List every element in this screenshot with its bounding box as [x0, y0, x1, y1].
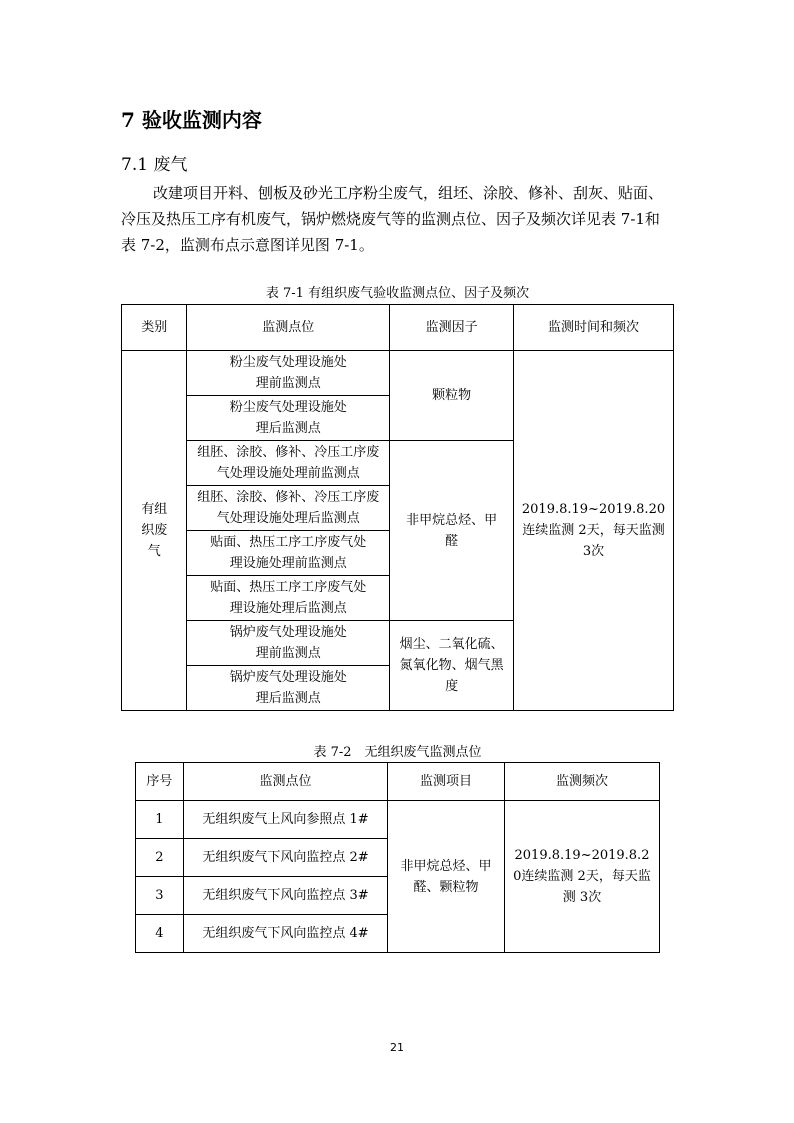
point-cell: 无组织废气上风向参照点 1#	[183, 801, 387, 839]
point-text: 组胚、涂胶、修补、冷压工序废气处理设施处理后监测点	[197, 490, 380, 526]
page-number: 21	[390, 1041, 404, 1054]
factor-cell: 颗粒物	[390, 351, 514, 441]
factor-text: 非甲烷总烃、甲醛	[406, 512, 498, 549]
factor-text: 烟尘、二氧化硫、氮氧化物、烟气黑度	[399, 637, 504, 694]
table2	[135, 762, 660, 953]
point-text: 锅炉废气处理设施处理后监测点	[229, 670, 347, 706]
point-cell: 无组织废气下风向监控点 4#	[183, 915, 387, 953]
point-text: 锅炉废气处理设施处理前监测点	[229, 625, 347, 661]
category-text: 有组织废气	[141, 502, 168, 559]
table-row	[122, 351, 674, 396]
time-text: 2019.8.19~2019.8.20连续监测 2天，每天监测 3次	[521, 502, 666, 559]
point-cell	[187, 531, 390, 576]
point-cell	[187, 576, 390, 621]
point-text: 组胚、涂胶、修补、冷压工序废气处理设施处理前监测点	[197, 445, 380, 481]
factor-cell	[390, 441, 514, 621]
subsection-heading: 7.1 废气	[121, 155, 188, 175]
row-number: 2	[136, 839, 184, 877]
table-header-row	[122, 305, 674, 351]
factor-cell	[390, 621, 514, 711]
point-cell	[187, 486, 390, 531]
table2-caption: 表 7-2 无组织废气监测点位	[313, 745, 482, 760]
table-header-row	[136, 763, 660, 801]
row-number: 4	[136, 915, 184, 953]
header-cell: 监测频次	[505, 763, 660, 801]
time-cell	[514, 351, 674, 711]
section-heading: 7 验收监测内容	[121, 108, 262, 132]
point-cell	[187, 351, 390, 396]
items-text: 非甲烷总烃、甲醛、颗粒物	[400, 858, 492, 895]
point-text: 粉尘废气处理设施处理后监测点	[229, 400, 347, 436]
point-cell	[187, 666, 390, 711]
table1-caption: 表 7-1 有组织废气验收监测点位、因子及频次	[265, 286, 530, 301]
header-cell: 监测点位	[187, 305, 390, 351]
header-cell: 监测项目	[388, 763, 505, 801]
header-cell: 监测因子	[390, 305, 514, 351]
header-cell: 监测点位	[183, 763, 387, 801]
point-text: 贴面、热压工序工序废气处理设施处理后监测点	[210, 580, 367, 616]
category-cell	[122, 351, 187, 711]
point-text: 粉尘废气处理设施处理前监测点	[229, 355, 347, 391]
body-paragraph: 改建项目开料、刨板及砂光工序粉尘废气，组坯、涂胶、修补、刮灰、贴面、冷压及热压工序有机废气，锅炉燃烧废气等的监测点位、因子及频次详见表 7-1和表 7-2，监测布点示意图详见图 7-1。	[121, 184, 664, 254]
frequency-cell	[505, 801, 660, 953]
point-cell	[187, 396, 390, 441]
header-cell: 监测时间和频次	[514, 305, 674, 351]
table-row	[136, 801, 660, 839]
point-cell	[187, 621, 390, 666]
row-number: 3	[136, 877, 184, 915]
table1	[121, 304, 674, 711]
header-cell: 类别	[122, 305, 187, 351]
point-cell: 无组织废气下风向监控点 3#	[183, 877, 387, 915]
header-cell: 序号	[136, 763, 184, 801]
items-cell	[388, 801, 505, 953]
point-text: 贴面、热压工序工序废气处理设施处理前监测点	[210, 535, 367, 571]
point-cell: 无组织废气下风向监控点 2#	[183, 839, 387, 877]
point-cell	[187, 441, 390, 486]
frequency-text: 2019.8.19~2019.8.20连续监测 2天，每天监测 3次	[513, 848, 651, 905]
row-number: 1	[136, 801, 184, 839]
